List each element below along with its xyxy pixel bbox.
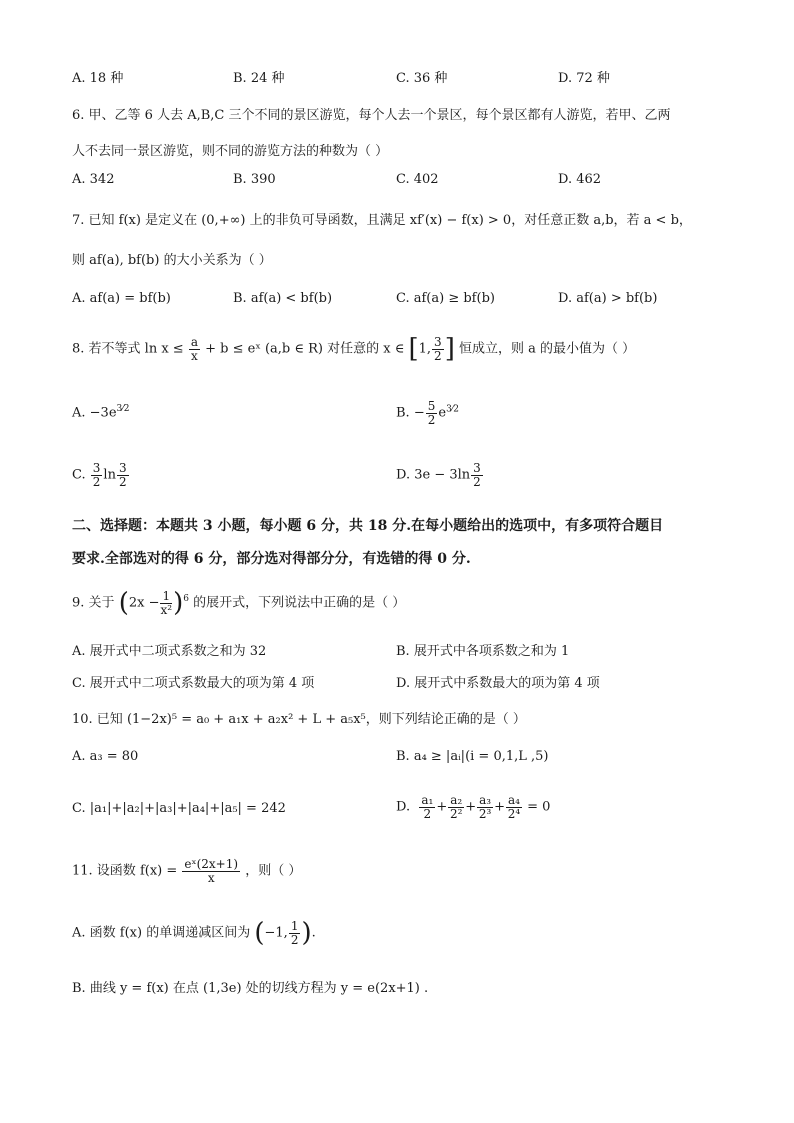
q8-option-b: B. − $\frac{5}{2}$ $e^{3⁄2}$ [396,399,460,427]
q10-option-d: D. $\frac{\text{a₁}}{2}$ + $\frac{\text{a₂}}{\text{2²}}$ + $\frac{\text{a₃}}{\text{2³}}$ + $\frac{\text{a₄}}{\text{2⁴}}$ = 0 [396,793,551,821]
q11-stem: 11. 设函数 f(x) = $\frac{\text{eˣ(2x+1)}}{x}$ ，则（ ） [72,857,302,885]
q7-option-d: D. af(a) > bf(b) [558,291,658,306]
q5-option-a: A. 18 种 [72,71,124,86]
q7-option-b: B. af(a) < bf(b) [233,291,333,306]
q6-option-b: B. 390 [233,172,276,187]
q8-interval-left: 1, [418,341,432,357]
q8-fraction-a-over-x: $\frac{a}{x}$ [190,334,198,363]
q9-option-b: B. 展开式中各项系数之和为 1 [396,644,570,659]
q11-option-b: B. 曲线 y = f(x) 在点 (1,3e) 处的切线方程为 y = e(2x+1) . [72,981,429,996]
q6-stem-line1: 6. 甲、乙等 6 人去 A,B,C 三个不同的景区游览，每个人去一个景区，每个景区都有人游览，若甲、乙两 [72,108,671,123]
q9-option-a: A. 展开式中二项式系数之和为 32 [72,644,267,659]
section2-heading-line2: 要求.全部选对的得 6 分，部分选对得部分分，有选错的得 0 分. [72,551,471,567]
q11-option-a: A. 函数 f(x) 的单调递减区间为 (−1, $\frac{1}{2}$ ). [72,918,316,948]
q7-stem-line2: 则 af(a), bf(b) 的大小关系为（ ） [72,253,272,268]
q8-stem-suffix: 恒成立，则 a 的最小值为（ ） [458,341,636,357]
q6-stem-line2: 人不去同一景区游览，则不同的游览方法的种数为（ ） [72,144,389,159]
q8-interval-fraction: $\frac{3}{2}$ [434,334,442,363]
q10-option-c: C. |a₁|+|a₂|+|a₃|+|a₄|+|a₅| = 242 [72,801,286,816]
q8-stem-prefix: 8. 若不等式 ln x ≤ [72,341,184,357]
q8-interval-open: [ [408,334,419,364]
q8-stem-mid: + b ≤ eˣ (a,b ∈ R) 对任意的 x ∈ [205,341,405,357]
q6-option-a: A. 342 [72,172,115,187]
q9-option-d: D. 展开式中系数最大的项为第 4 项 [396,676,600,691]
q10-option-a: A. a₃ = 80 [72,749,139,764]
q8-option-a: A. $-3e^{3⁄2}$ [72,404,130,421]
q9-stem: 9. 关于 (2x − $\frac{1}{\text{x²}}$ )$^6$ 的展开式，下列说法中正确的是（ ） [72,588,406,618]
q5-option-c: C. 36 种 [396,71,448,86]
section2-heading-line1: 二、选择题：本题共 3 小题，每小题 6 分，共 18 分.在每小题给出的选项中，有多项符合题目 [72,518,664,534]
q6-option-d: D. 462 [558,172,602,187]
q7-stem-line1: 7. 已知 f(x) 是定义在 (0,+∞) 上的非负可导函数，且满足 xf′(x) − f(x) > 0，对任意正数 a,b，若 a < b， [72,213,692,228]
q5-option-d: D. 72 种 [558,71,610,86]
q8-interval-close: ] [444,334,455,364]
q8-stem [72,334,635,364]
q10-stem: 10. 已知 (1−2x)⁵ = a₀ + a₁x + a₂x² + L + a₅x⁵，则下列结论正确的是（ ） [72,712,526,727]
q5-option-b: B. 24 种 [233,71,285,86]
q10-option-b: B. a₄ ≥ |aᵢ|(i = 0,1,L ,5) [396,749,549,764]
q9-option-c: C. 展开式中二项式系数最大的项为第 4 项 [72,676,315,691]
q8-option-c: C. $\frac{3}{2}$ ln $\frac{3}{2}$ [72,461,127,489]
q7-option-a: A. af(a) = bf(b) [72,291,171,306]
q6-option-c: C. 402 [396,172,439,187]
q8-option-d: D. 3e − 3ln $\frac{3}{2}$ [396,461,481,489]
q7-option-c: C. af(a) ≥ bf(b) [396,291,495,306]
